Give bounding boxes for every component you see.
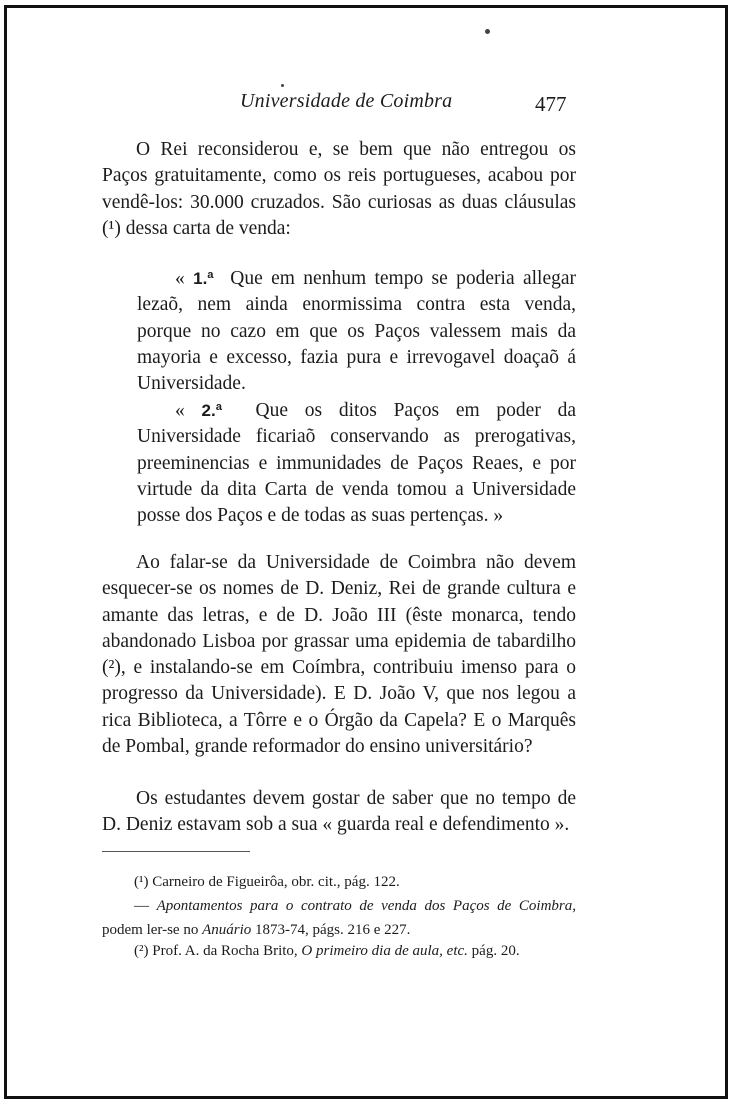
- paragraph-3: Os estudantes devem gostar de saber que no tempo de D. Deniz estavam sob a sua « guarda real e defendimento ».: [102, 788, 576, 836]
- footnote-title-anuario: Anuário: [202, 921, 252, 938]
- footnote-text: podem ler-se no: [102, 921, 199, 938]
- ink-speck: [485, 29, 490, 34]
- footnote-1: [102, 871, 576, 895]
- footnote-2: [102, 940, 576, 964]
- footnote-dash: —: [134, 898, 149, 914]
- footnote-2-marker: (²): [134, 943, 149, 959]
- quote-clause-1: [137, 266, 576, 397]
- clause-text-1: Que em nenhum tempo se poderia allegar lezaõ, nem ainda enormissima contra esta venda, porque no cazo em que os Paços valessem mais da mayoria e excesso, fazia pura e irrevogavel doaçaõ á Universidade.: [137, 268, 577, 395]
- quote-close-mark: »: [493, 505, 504, 527]
- footnote-1-text: Carneiro de Figueirôa, obr. cit., pág. 122.: [152, 874, 400, 890]
- footnote-text: 1873-74, págs. 216 e 227.: [255, 921, 411, 938]
- footnote-text: Prof. A. da Rocha Brito,: [152, 943, 298, 959]
- footnote-divider: [102, 851, 250, 852]
- running-title: Universidade de Coimbra: [240, 90, 453, 112]
- footnote-1-continuation: [102, 895, 576, 942]
- clause-number-2: 2.ª: [201, 401, 222, 420]
- paragraph-2: Ao falar-se da Universidade de Coimbra não devem esquecer-se os nomes de D. Deniz, Rei de grande cultura e amante das letras, e de D. João III (êste monarca, tendo abandonado Lisboa por grassar uma epidemia de tabardilho (²), e instalando-se em Coímbra, contribuiu imenso para o progresso da Universidade). E D. João V, que nos legou a rica Biblioteca, a Tôrre e o Órgão da Capela? E o Marquês de Pombal, grande reformador do ensino universitário?: [102, 552, 576, 758]
- ink-speck: [281, 84, 284, 87]
- footnote-title-apontamentos: Apontamentos para o contrato de venda dos Paços de Coimbra,: [156, 898, 576, 914]
- footnote-1-marker: (¹): [134, 874, 149, 890]
- paragraph-1: O Rei reconsiderou e, se bem que não entregou os Paços gratuitamente, como os reis portugueses, acabou por vendê-los: 30.000 cruzados. São curiosas as duas cláusulas (¹) dessa carta de venda:: [102, 139, 576, 239]
- clause-text-2: Que os ditos Paços em poder da Universidade ficariaõ conservando as prerogativas, preeminencias e immunidades de Paços Reaes, e por virtude da dita Carta de venda tomou a Universidade posse dos Paços e de todas as suas pertenças.: [137, 400, 576, 527]
- quote-clause-2: [137, 398, 576, 529]
- quote-open-mark: «: [175, 268, 185, 289]
- quote-open-mark: «: [175, 400, 185, 421]
- page-number: 477: [535, 92, 567, 116]
- footnote-text: pág. 20.: [471, 943, 520, 959]
- footnote-title-primeiro-dia: O primeiro dia de aula, etc.: [301, 943, 468, 959]
- clause-number-1: 1.ª: [193, 269, 214, 288]
